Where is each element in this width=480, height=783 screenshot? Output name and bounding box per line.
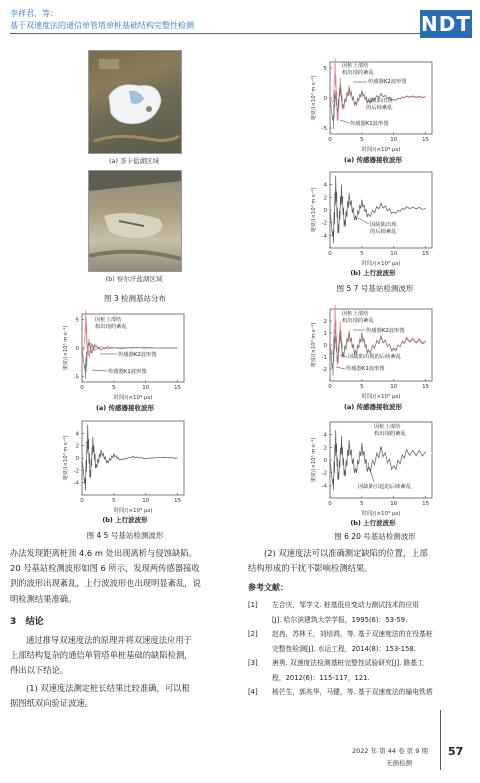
annotation-top: 因桩上部结 [374,424,401,430]
text-line: 得出以下结论。 [10,665,69,676]
y-tick-label: 0 [75,346,79,352]
x-tick-label: 0 [80,385,84,391]
annotation-defect: 因缺陷出现的后续紊乱 [348,354,401,360]
y-tick-label: 2 [323,195,327,202]
x-tick-label: 10 [390,501,398,507]
x-tick-label: 0 [328,384,332,390]
x-tick-label: 5 [112,385,116,391]
x-axis-label: 时间/(×10³ μs) [361,261,401,267]
x-tick-label: 0 [328,251,332,257]
y-tick-label: -2 [321,470,327,477]
text-line: 20 号基站检测波形如图 6 所示，发现两传感器接收 [10,563,200,574]
y-tick-label: 2 [75,443,79,450]
annotation-leader [358,218,369,224]
x-tick-label: 15 [422,137,430,143]
x-tick-label: 15 [422,501,430,507]
running-title: 基于双速度法的通信单管塔单桩基础结构完整性检测 [10,21,194,30]
x-tick-label: 10 [390,384,398,390]
annotation-top: 构出现的紊乱 [342,70,374,76]
annotation-leader [336,367,345,369]
y-tick-label: -4 [321,233,327,240]
chart-fig5b [308,168,438,268]
text-line: 明检测结果准确。 [10,593,77,604]
x-axis-label: 时间/(×10³ μs) [113,508,153,514]
annotation-defect: 因缺陷出现 [366,98,393,104]
fig4a-label: (a) 传感器接收波形 [95,404,155,412]
fig4b-label: (b) 上行波波形 [102,516,148,524]
ref-line: 杨芒生，郭兆华，马键，等. 基于双速度法的输电铁塔 [272,688,433,696]
ref-line: 完整性检测[J]. 水运工程，2014(8)：153-158. [272,644,416,653]
x-tick-label: 15 [174,385,182,391]
annotation-k2: 传感器K2波形图 [366,328,405,334]
annotation-top: 因桩上部结 [95,317,122,323]
x-tick-label: 0 [80,498,84,504]
ref-line: 程，2012(6)：115-117，121. [272,673,370,682]
x-tick-label: 10 [142,498,150,504]
y-tick-label: 5 [323,66,327,72]
fig4-caption: 图 4 5 号基站检测波形 [86,531,164,540]
y-tick-label: -4 [73,480,79,487]
annotation-defect: 因缺陷引起的后续紊乱 [358,484,411,490]
annotation-k1: 传感器K1波形图 [108,369,147,375]
running-authors: 李祥君，等： [10,9,58,18]
y-tick-label: -5 [73,374,79,381]
page-number: 57 [448,745,464,758]
photo-qarhan-image [89,171,181,271]
conclusion-intro [10,633,225,679]
reference-item [248,627,473,656]
y-tick-label: 2 [323,445,327,452]
annotation-defect: 因缺陷出现 [370,222,397,228]
y-tick-label: -2 [73,468,79,475]
x-tick-label: 10 [142,385,150,391]
series-line-1 [330,430,426,490]
photo-chaka-image [89,51,181,153]
y-tick-label: -4 [321,483,327,490]
fig3-caption: 图 3 检测基站分布 [103,294,167,303]
ref-line: [J]. 哈尔滨建筑大学学报，1995(6)：53-59. [272,615,408,624]
x-tick-label: 5 [112,498,116,504]
y-tick-label: 0 [323,208,327,214]
y-tick-label: -1 [321,355,327,361]
annotation-leader [368,463,374,482]
conclusion-item-1 [10,681,225,711]
y-tick-label: 0 [323,458,327,464]
ref-line: 左合庆，邹学文. 桩基低应变动力测试技术的应用 [272,601,420,609]
y-tick-label: -5 [321,126,327,132]
fig3b-caption: (b) 察尔汗盐湖区域 [105,275,163,283]
section-number: 3 [10,617,17,627]
annotation-leader [340,120,349,123]
fig6-caption: 图 6 20 号基站检测波形 [334,532,416,541]
x-axis-label: 时间/(×10³ μs) [361,394,401,400]
ref-number: [2] [248,630,258,638]
fig5-caption: 图 5 7 号基站检测波形 [336,284,414,293]
plot-frame [330,172,432,248]
x-tick-label: 5 [360,251,364,257]
annotation-top: 因桩上部结 [342,311,369,317]
text-line: 据图纸双向验证波速。 [10,698,93,709]
annotation-k2: 传感器K2波形图 [118,352,157,358]
reference-item [248,598,473,627]
chart-fig5a [308,58,438,154]
y-tick-label: 2 [323,319,327,325]
text-line: (2) 双速度法可以准确测定缺陷的位置，上部 [264,548,428,558]
x-tick-label: 5 [360,137,364,143]
y-tick-label: 4 [323,432,327,439]
text-line: 到的波形出现紊乱，上行波波形也出现明显紊乱，说 [10,578,201,589]
y-tick-label: 4 [75,431,79,438]
ref-line: 赵冉，苏林王，刘培鸿，等. 基于双速度法的在役基桩 [272,630,433,638]
x-tick-label: 5 [360,384,364,390]
x-axis-label: 时间/(×10³ μs) [361,511,401,517]
annotation-top: 因桩上部结 [342,63,369,69]
y-axis-label: 速度/(×10³ m·s⁻¹) [63,435,69,481]
footer-journal-name: 无损检测 [386,759,412,767]
fig5a-label: (a) 传感器接收波形 [343,156,403,164]
section-heading [10,614,44,627]
x-tick-label: 10 [390,137,398,143]
x-tick-label: 15 [174,498,182,504]
ref-line: 唐勇. 双速度法检测基桩完整性试验研究[J]. 路基工 [272,659,424,667]
fig3a-caption: (a) 茶卡盐湖区域 [108,157,160,165]
annotation-defect: 的后续紊乱 [366,105,393,111]
annotation-k1: 传感器K1波形图 [350,121,389,127]
left-paragraph [10,546,225,607]
footer-divider [440,710,441,770]
journal-logo: NDT [421,12,471,36]
reference-item [248,685,473,700]
text-line: 结构形成的干扰不影响检测结果。 [248,563,373,574]
y-tick-label: -2 [321,367,327,373]
annotation-k2: 传感器K2波形图 [368,79,407,85]
references-list [248,598,473,700]
references-heading: 参考文献： [248,583,288,592]
y-axis-label: 速度/(×10³ m·s⁻¹) [311,437,317,483]
y-tick-label: 0 [323,343,327,349]
text-line: 上部结构复杂的通信单管塔单桩基础的缺陷检测， [10,650,193,661]
annotation-top: 构出现的紊乱 [342,318,374,324]
footer-issue: 2022 年 第 44 卷 第 9 期 [352,747,428,755]
photo-qarhan-salt-lake [88,170,182,272]
y-axis-label: 速度/(×10³ m·s⁻¹) [311,322,317,368]
text-line: 通过推导双速度法的原理并将双速度法应用于 [26,635,192,645]
fig6b-label: (b) 上行波波形 [350,519,396,527]
annotation-top: 构出现的紊乱 [95,324,127,330]
chart-fig4b [60,417,190,515]
x-tick-label: 15 [422,251,430,257]
y-tick-label: 5 [75,317,79,324]
chart-fig6a [308,305,438,401]
text-line: (1) 双速度法测定桩长结果比较准确，可以根 [26,683,190,693]
reference-item [248,656,473,685]
chart-fig4a [60,310,190,402]
y-axis-label: 速度/(×10³ m·s⁻¹) [311,187,317,233]
y-tick-label: -2 [321,220,327,227]
x-tick-label: 15 [422,384,430,390]
ref-number: [1] [248,601,258,609]
x-tick-label: 0 [328,501,332,507]
ref-number: [3] [248,659,258,667]
x-tick-label: 0 [328,137,332,143]
y-axis-label: 速度/(×10³ m·s⁻¹) [63,325,69,371]
chart-fig6b [308,418,438,518]
fig6a-label: (a) 传感器接收波形 [343,403,403,411]
text-line: 办法发现距离桩顶 4.6 m 处出现离析与侵蚀缺陷。 [10,548,197,558]
series-line-1 [82,425,178,491]
annotation-top: 构出现的紊乱 [374,431,406,437]
header-rule [10,33,420,34]
annotation-k1: 传感器K1波形图 [346,366,385,372]
x-tick-label: 10 [390,251,398,257]
y-axis-label: 速度/(×10³ m·s⁻¹) [311,75,317,121]
ref-number: [4] [248,688,258,696]
conclusion-item-2 [248,546,470,576]
x-tick-label: 5 [360,501,364,507]
y-tick-label: 4 [323,182,327,189]
photo-chaka-salt-lake [88,50,182,154]
x-axis-label: 时间/(×10³ μs) [361,147,401,153]
y-tick-label: 1 [323,331,327,337]
fig5b-label: (b) 上行波波形 [350,269,396,277]
annotation-leader [92,370,107,371]
section-title: 结论 [25,617,44,627]
x-axis-label: 时间/(×10³ μs) [113,395,153,401]
y-tick-label: 0 [323,96,327,102]
y-tick-label: 0 [75,456,79,462]
annotation-defect: 的后续紊乱 [370,229,397,235]
